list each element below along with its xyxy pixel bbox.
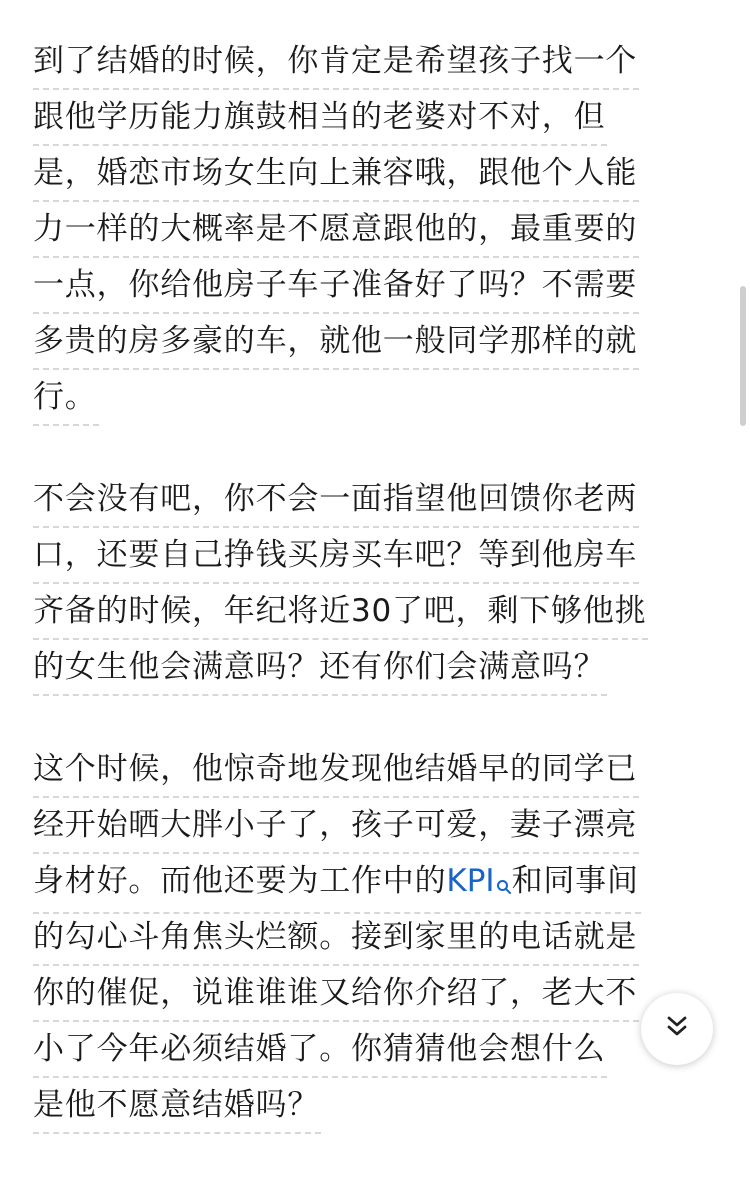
text-line — [33, 640, 698, 696]
line-text: 经开始晒大胖小子了，孩子可爱，妻子漂亮 — [33, 798, 639, 854]
text-line — [33, 34, 698, 90]
line-text: 到了结婚的时候，你肯定是希望孩子找一个 — [33, 34, 639, 90]
line-text: 的女生他会满意吗？还有你们会满意吗？ — [33, 640, 607, 696]
text-line — [33, 146, 698, 202]
line-text: 跟他学历能力旗鼓相当的老婆对不对，但 — [33, 90, 607, 146]
text-line — [33, 370, 698, 426]
line-text: 一点，你给他房子车子准备好了吗？不需要 — [33, 258, 639, 314]
line-text: 你的催促，说谁谁谁又给你介绍了，老大不 — [33, 966, 639, 1022]
paragraph-1 — [33, 34, 698, 426]
line-text: 行。 — [33, 370, 99, 426]
article-body — [33, 34, 698, 1180]
text-line — [33, 1022, 698, 1078]
text-line — [33, 90, 698, 146]
text-line — [33, 910, 698, 966]
text-line — [33, 1078, 698, 1134]
line-text: 小了今年必须结婚了。你猜猜他会想什么 — [33, 1022, 607, 1078]
line-text: 齐备的时候，年纪将近30了吧，剩下够他挑 — [33, 584, 648, 640]
line-text: 口，还要自己挣钱买房买车吧？等到他房车 — [33, 528, 639, 584]
kpi-link-label[interactable]: KPI — [446, 863, 495, 899]
paragraph-2 — [33, 472, 698, 696]
line-text: 是，婚恋市场女生向上兼容哦，跟他个人能 — [33, 146, 639, 202]
kpi-search-link[interactable] — [446, 863, 511, 899]
text-line — [33, 528, 698, 584]
line-text-with-link — [33, 854, 641, 914]
text-line — [33, 472, 698, 528]
text-line — [33, 966, 698, 1022]
line-text: 是他不愿意结婚吗？ — [33, 1078, 321, 1134]
paragraph-3 — [33, 742, 698, 1134]
line-text: 这个时候，他惊奇地发现他结婚早的同学已 — [33, 742, 639, 798]
line-text: 的勾心斗角焦头烂额。接到家里的电话就是 — [33, 910, 639, 966]
text-line — [33, 854, 698, 910]
text-line — [33, 314, 698, 370]
text-line — [33, 584, 698, 640]
line-text-after-link: 和同事间 — [511, 863, 639, 899]
scroll-down-button[interactable] — [641, 993, 713, 1065]
text-line — [33, 258, 698, 314]
line-text: 力一样的大概率是不愿意跟他的，最重要的 — [33, 202, 639, 258]
text-line — [33, 742, 698, 798]
text-line — [33, 798, 698, 854]
line-text-before-link: 身材好。而他还要为工作中的 — [33, 863, 447, 899]
text-line — [33, 202, 698, 258]
double-chevron-down-icon — [662, 1012, 692, 1046]
line-text: 不会没有吧，你不会一面指望他回馈你老两 — [33, 472, 639, 528]
scrollbar-thumb[interactable] — [740, 286, 746, 426]
search-icon[interactable] — [496, 858, 512, 912]
line-text: 多贵的房多豪的车，就他一般同学那样的就 — [33, 314, 639, 370]
